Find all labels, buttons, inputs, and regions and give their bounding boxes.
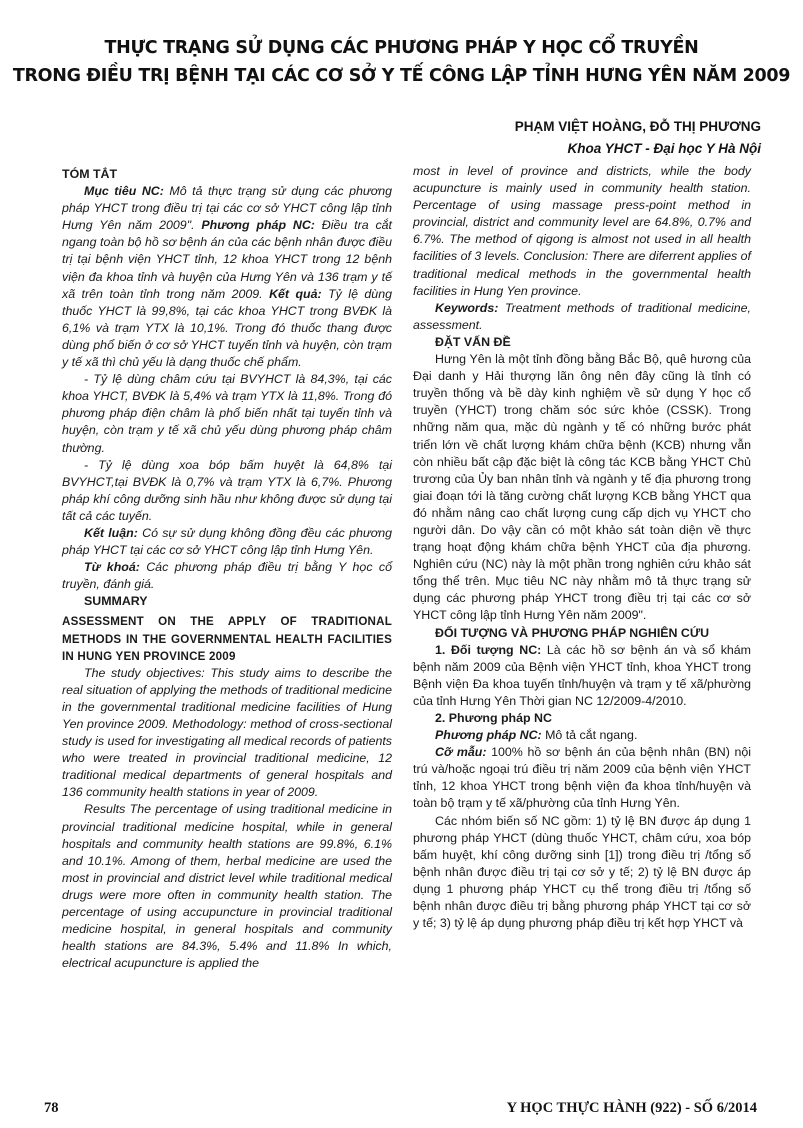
methods-subjects: [413, 642, 751, 710]
keywords-text-en: Treatment methods of traditional medicine, assessment.: [413, 300, 751, 332]
abstract-objective-method: [62, 183, 392, 371]
conclusion-text: Có sự sử dụng không đồng đều các phương pháp YHCT tại các cơ sở YHCT công lập tỉnh Hưng Yên.: [62, 525, 392, 558]
sample-label: Cỡ mẫu:: [435, 745, 487, 760]
results-text: Tỷ lệ dùng thuốc YHCT là 99,8%, tại các khoa YHCT trong BVĐK là 6,1% và trạm YTX là 10,1%. Trong đó thuốc thang được dùng phổ biến ở cơ sở YHCT tuyến tỉnh và huyện, còn trạm y tế xã thì chủ yếu là dạng thuốc chế phẩm.: [62, 286, 392, 370]
author-block: [515, 116, 761, 160]
abstract-keywords: [62, 559, 392, 593]
methods-variables: Các nhóm biến số NC gồm: 1) tỷ lệ BN được áp dụng 1 phương pháp YHCT (dùng thuốc YHCT, châm cứu, xoa bóp bấm huyệt, khí công dưỡng sinh [1]) trong điều trị /tổng số bệnh nhân được điều trị tại cơ sở y tế; 2) tỷ lệ BN được áp dụng 1 phương pháp YHCT cụ thể trong điều trị /tổng số bệnh nhân được điều trị bằng phương pháp YHCT tại cơ sở y tế; 3) tỷ lệ áp dụng phương pháp điều trị kết hợp YHCT và: [413, 813, 751, 931]
objective-label: Mục tiêu NC:: [84, 184, 164, 199]
method-label: Phương pháp NC:: [201, 218, 315, 233]
journal-issue: Y HỌC THỰC HÀNH (922) - SỐ 6/2014: [506, 1100, 757, 1116]
results-label: Kết quả:: [269, 286, 322, 301]
subjects-text: Là các hồ sơ bệnh án và sổ khám bệnh năm 2009 của Bệnh viện YHCT tỉnh, khoa YHCT trong Bệnh viện Đa khoa tuyến tỉnh/huyện và trạm y tế xã/phường của tỉnh Hưng Yên Thời gian NC 12/2009-4/2010.: [413, 642, 751, 708]
summary-objectives: The study objectives: This study aims to describe the real situation of applying the methods of traditional medicine in the governmental traditional medicine facilities of Hung Yen province 2009. Methodology: method of cross-sectional study is used for investigating all medical records of patients who were treated in provincial traditional medicine, 12 traditional medical departments of general hospitals and 136 community health stations in year of 2009.: [62, 665, 392, 800]
left-column: [62, 166, 392, 972]
abstract-heading: TÓM TẮT: [62, 167, 118, 181]
method-text: Điều tra cắt ngang toàn bộ hồ sơ bệnh án của các bệnh nhân được điều trị tại bệnh viện YHCT tỉnh, 12 khoa YHCT trong 12 bệnh viện đa khoa tỉnh và huyện của Hưng Yên và 136 trạm y tế xã trên toàn tỉnh trong năm 2009.: [62, 218, 392, 301]
design-label: Phương pháp NC:: [435, 728, 542, 743]
keywords-label-vi: Từ khoá:: [84, 560, 140, 575]
abstract-acupuncture: - Tỷ lệ dùng châm cứu tại BVYHCT là 84,3%, tại các khoa YHCT, BVĐK là 5,4% và trạm YTX là 11,8%. Trong đó phương pháp điện châm là phổ biến nhất tại tuyến tỉnh và huyện, còn trạm y tế xã chủ yếu dùng phương pháp châm thường.: [62, 372, 392, 455]
page-number: 78: [44, 1100, 59, 1116]
methods-subheading: 2. Phương pháp NC: [435, 711, 552, 725]
right-column: [413, 163, 751, 932]
page-footer: [44, 1100, 757, 1120]
methods-heading: ĐỐI TƯỢNG VÀ PHƯƠNG PHÁP NGHIÊN CỨU: [435, 625, 710, 640]
design-text: Mô tả cắt ngang.: [541, 728, 638, 743]
conclusion-label: Kết luận:: [84, 525, 138, 540]
methods-sample: [413, 744, 751, 812]
intro-heading: ĐẶT VẤN ĐỀ: [435, 334, 511, 349]
keywords-label-en: Keywords:: [435, 300, 499, 315]
abstract-conclusion: [62, 525, 392, 559]
summary-title: ASSESSMENT ON THE APPLY OF TRADITIONAL METHODS IN THE GOVERNMENTAL HEALTH FACILITIES IN HUNG YEN PROVINCE 2009: [62, 615, 392, 663]
sample-text: 100% hồ sơ bệnh án của bệnh nhân (BN) nội trú và/hoặc ngoại trú điều trị năm 2009 của bệnh viện YHCT tỉnh, 12 khoa YHCT trong bệnh viện đa khoa tỉnh/huyện và toàn bộ trạm y tế xã/phường của tỉnh Hưng Yên.: [413, 745, 751, 811]
keywords-text-vi: Các phương pháp điều trị bằng Y học cổ truyền, đánh giá.: [62, 560, 392, 592]
article-title-line-2: TRONG ĐIỀU TRỊ BỆNH TẠI CÁC CƠ SỞ Y TẾ CÔNG LẬP TỈNH HƯNG YÊN NĂM 2009: [12, 66, 791, 86]
subjects-label: 1. Đối tượng NC:: [435, 642, 542, 657]
summary-keywords: [413, 300, 751, 334]
author-names: PHẠM VIỆT HOÀNG, ĐỖ THỊ PHƯƠNG: [514, 119, 761, 134]
abstract-massage: - Tỷ lệ dùng xoa bóp bấm huyệt là 64,8% tại BVYHCT,tại BVĐK là 0,7% và trạm YTX là 6,7%. Phương pháp khí công dưỡng sinh hầu như không được sử dụng tại tất cả các tuyến.: [62, 457, 392, 523]
methods-design: [413, 727, 751, 744]
article-title-line-1: THỰC TRẠNG SỬ DỤNG CÁC PHƯƠNG PHÁP Y HỌC CỔ TRUYỀN: [104, 38, 699, 58]
intro-text: Hưng Yên là một tỉnh đồng bằng Bắc Bộ, quê hương của Đại danh y Hải thượng lãn ông nên đây cũng là tỉnh có truyền thống và bề dày kinh nghiệm về sử dụng Y học cổ truyền (YHCT) trong chăm sóc sức khỏe (CSSK). Trong những năm qua, mặc dù ngành y tế có những bước phát triển lớn về chất lượng khám chữa bệnh (KCB) nhưng vẫn còn nhiều bất cập đặc biệt là công tác KCB bằng YHCT Chủ trương của Ủy ban nhân tỉnh và ngành y tế địa phương trong giai đoạn tới là tăng cường chất lượng KCB bằng YHCT qua đó nhằm nâng cao chất lượng cung cấp dịch vụ YHCT cho người dân. Do vậy cần có một khảo sát toàn diện về thực trạng hoạt động khám chữa bệnh YHCT của địa phương. Nghiên cứu (NC) này là một phần trong nghiên cứu khảo sát tổng thể trên. Mục tiêu NC này nhằm mô tả thực trạng sử dụng các phương pháp YHCT trong điều trị tại các cơ sở YHCT công lập tỉnh Hưng Yên năm 2009".: [413, 352, 751, 623]
summary-heading: SUMMARY: [84, 594, 148, 609]
author-affiliation: Khoa YHCT - Đại học Y Hà Nội: [567, 141, 761, 156]
objective-text: Mô tả thực trạng sử dụng các phương pháp YHCT trong điều trị tại các cơ sở YHCT công lập tỉnh Hưng Yên năm 2009".: [62, 184, 392, 233]
summary-continued: most in level of province and districts, while the body acupuncture is mainly used in community health station. Percentage of using massage press-point method in provincial, district and community level are 64.8%, 0.7% and 6.7%. The method of qigong is almost not used in all health facilities of 3 levels. Conclusion: There are diferrent applies of traditional medical methods in the governmental health facilities in Hung Yen province.: [413, 164, 751, 298]
summary-results: Results The percentage of using traditional medicine in provincial traditional medicine hospital, while in general hospitals and community health stations are 99.8%, 6.1% and 10.1%. Among of them, herbal medicine are used the most in provincial and district level while traditional medical drugs were more often in community health station. The percentage of using accupuncture in provincial traditional medicine hospital, in general hospitals and community health stations are 84.3%, 5.4% and 11.8% In which, electrical acupuncture is applied the: [62, 802, 392, 971]
